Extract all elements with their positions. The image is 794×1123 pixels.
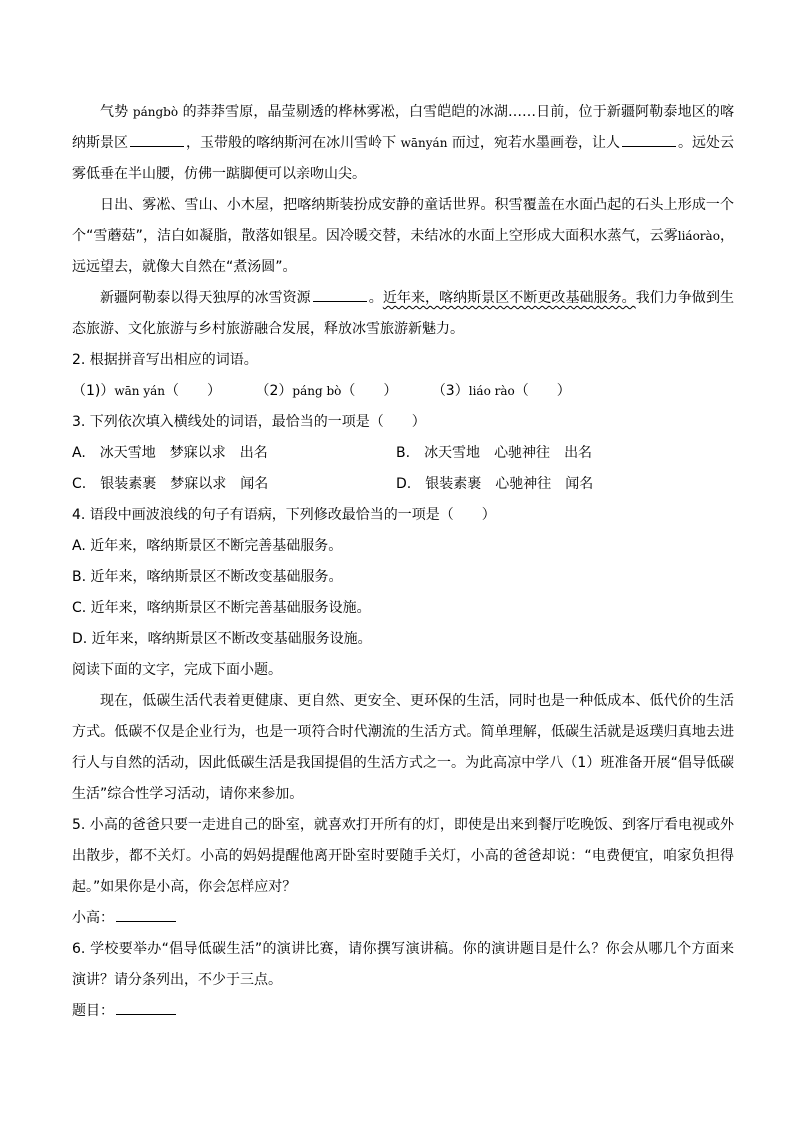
q2-stem: 2. 根据拼音写出相应的词语。 (72, 352, 258, 368)
letter: D. (396, 476, 412, 492)
letter: A. (72, 445, 86, 461)
answer-blank[interactable] (116, 905, 176, 922)
reading-intro: 阅读下面的文字，完成下面小题。 (72, 662, 282, 678)
letter: C. (72, 476, 87, 492)
answer-label: 题目： (72, 1003, 114, 1019)
pinyin: páng bò (292, 384, 342, 398)
passage-paragraph-1 (72, 97, 734, 190)
q6-answer (72, 996, 734, 1027)
label: （3） (431, 383, 469, 399)
q5-answer (72, 903, 734, 934)
answer-paren[interactable]: （ ） (341, 383, 398, 399)
word: 银装素裹 (425, 476, 482, 492)
q5-stem: 5. 小高的爸爸只要一走进自己的卧室，就喜欢打开所有的灯，即使是出来到餐厅吃晚饭、到客厅看电视或外出散步，都不关灯。小高的妈妈提醒他离开卧室时要随手关灯，小高的爸爸却说：“电费便宜，咱家负担得起。”如果你是小高，你会怎样应对？ (72, 817, 734, 895)
q2-item-1 (72, 383, 221, 399)
q6-stem: 6. 学校要举办“倡导低碳生活”的演讲比赛，请你撰写演讲稿。你的演讲题目是什么？你会从哪几个方面来演讲？请分条列出，不少于三点。 (72, 941, 734, 988)
fill-blank[interactable] (130, 130, 184, 147)
text: ，玉带般的喀纳斯河在冰川雪岭下 (186, 135, 401, 151)
fill-blank[interactable] (313, 285, 367, 302)
q4-option-c[interactable]: C. 近年来，喀纳斯景区不断完善基础服务设施。 (72, 600, 371, 616)
text: 的莽莽雪原，晶莹剔透的桦林雾凇，白雪皑皑的冰湖……日前，位于新疆阿勒泰地区的喀纳斯景区 (72, 104, 734, 151)
pinyin: pángbò (132, 105, 179, 119)
q2-items (72, 376, 734, 407)
q3-options-row-2 (72, 469, 734, 500)
pinyin: wānyán (400, 136, 448, 150)
answer-paren[interactable]: （ ） (514, 383, 571, 399)
passage-2: 现在，低碳生活代表着更健康、更自然、更安全、更环保的生活，同时也是一种低成本、低代价的生活方式。低碳不仅是企业行为，也是一项符合时代潮流的生活方式。简单理解，低碳生活就是返璞归真地去进行人与自然的活动，因此低碳生活是我国提倡的生活方式之一。为此高凉中学八（1）班准备开展“倡导低碳生活”综合性学习活动，请你来参加。 (72, 693, 734, 802)
word: 梦寐以求 (170, 476, 227, 492)
answer-paren[interactable]: （ ） (165, 383, 222, 399)
word: 出名 (239, 445, 268, 461)
word: 心驰神往 (494, 445, 551, 461)
answer-label: 小高： (72, 910, 114, 926)
exam-page (72, 97, 734, 1027)
text: 。 (368, 290, 383, 306)
word: 心驰神往 (495, 476, 552, 492)
word: 银装素裹 (100, 476, 157, 492)
answer-blank[interactable] (116, 998, 176, 1015)
q4-option-b[interactable]: B. 近年来，喀纳斯景区不断改变基础服务。 (72, 569, 343, 585)
word: 冰天雪地 (99, 445, 156, 461)
text: 气势 (100, 104, 133, 120)
q2-item-2 (255, 383, 397, 399)
q3-option-a[interactable] (72, 438, 396, 469)
pinyin: liáo rào (468, 384, 515, 398)
text: ，远远望去，就像大自然在“煮汤圆”。 (72, 228, 734, 275)
word: 出名 (564, 445, 593, 461)
passage-paragraph-3 (72, 283, 734, 345)
word: 闻名 (240, 476, 269, 492)
q3-stem: 3. 下列依次填入横线处的词语，最恰当的一项是（ ） (72, 414, 426, 430)
letter: B. (396, 445, 411, 461)
text: 而过，宛若水墨画卷，让人 (447, 135, 620, 151)
q4-option-a[interactable]: A. 近年来，喀纳斯景区不断完善基础服务。 (72, 538, 343, 554)
q3-options-row-1 (72, 438, 734, 469)
text: 。远处云雾低垂在半山腰，仿佛一踮脚便可以亲吻山尖。 (72, 135, 735, 182)
q4-option-d[interactable]: D. 近年来，喀纳斯景区不断改变基础服务设施。 (72, 631, 372, 647)
text: 我们力争做到生态旅游、文化旅游与乡村旅游融合发展，释放冰雪旅游新魅力。 (72, 290, 735, 337)
word: 梦寐以求 (169, 445, 226, 461)
q3-option-c[interactable] (72, 469, 396, 500)
q3-option-b[interactable] (396, 438, 592, 469)
q4-stem: 4. 语段中画波浪线的句子有语病，下列修改最恰当的一项是（ ） (72, 507, 496, 523)
pinyin: wān yán (114, 384, 166, 398)
label: （2） (255, 383, 293, 399)
wavy-underlined-sentence: 近年来，喀纳斯景区不断更改基础服务。 (382, 290, 636, 306)
pinyin: liáorào (677, 229, 720, 243)
passage-paragraph-2 (72, 190, 734, 283)
fill-blank[interactable] (622, 130, 676, 147)
q3-option-d[interactable] (396, 469, 593, 500)
text: 新疆阿勒泰以得天独厚的冰雪资源 (100, 290, 311, 306)
word: 冰天雪地 (424, 445, 481, 461)
text: 日出、雾凇、雪山、小木屋，把喀纳斯装扮成安静的童话世界。积雪覆盖在水面凸起的石头上形成一个个“雪蘑菇”，洁白如凝脂，散落如银星。因冷暖交替，未结冰的水面上空形成大面积水蒸气，云雾 (72, 197, 734, 244)
word: 闻名 (565, 476, 594, 492)
q2-item-3 (432, 383, 571, 399)
label: （1)） (72, 383, 115, 399)
